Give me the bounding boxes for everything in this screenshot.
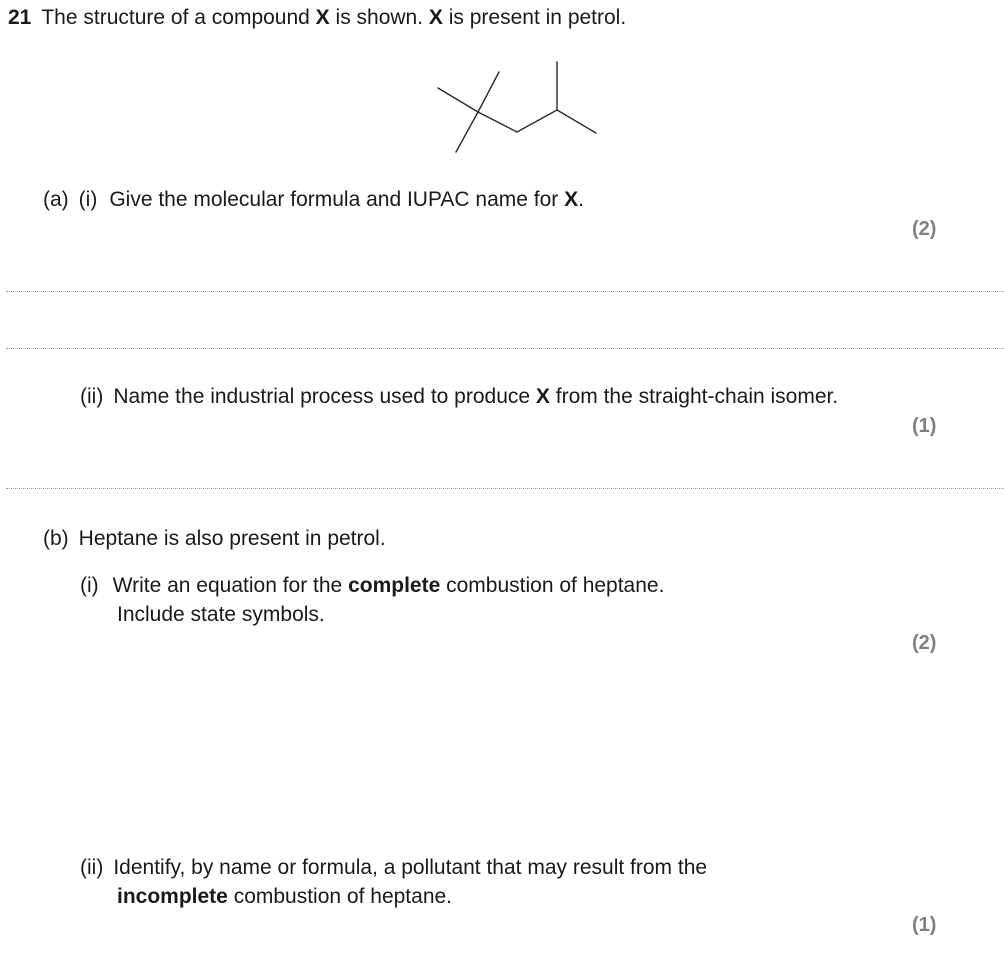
part-b-i-marks: (2) xyxy=(912,632,937,654)
intro-text-1: The structure of a compound xyxy=(41,6,316,29)
part-b-ii-marks: (1) xyxy=(912,914,937,936)
part-a-i-text-2: . xyxy=(578,188,584,211)
answer-line[interactable] xyxy=(6,291,1004,292)
part-a-ii-text-2: from the straight-chain isomer. xyxy=(549,385,839,408)
part-a-ii-text-1: Name the industrial process used to produce xyxy=(113,385,536,408)
part-b-i-text-1: Write an equation for the xyxy=(112,574,349,597)
answer-line[interactable] xyxy=(6,348,1004,349)
bond-chain-1 xyxy=(478,112,517,132)
part-a-i-marks: (2) xyxy=(912,218,937,240)
part-b-i-text-2: combustion of heptane. xyxy=(440,574,665,597)
part-b-ii-text-2: combustion of heptane. xyxy=(227,885,453,908)
part-a-ii-question xyxy=(80,385,838,409)
part-a-label: (a) xyxy=(43,188,69,211)
skeletal-structure-diagram xyxy=(430,55,610,160)
part-a-i-label: (i) xyxy=(78,188,98,211)
part-b-ii-text-1: Identify, by name or formula, a pollutant that may result from the xyxy=(113,856,708,879)
bond-methyl-right xyxy=(557,110,596,133)
part-a-i-bold-x: X xyxy=(564,188,579,211)
part-a-i-question xyxy=(43,188,584,212)
bond-methyl-left xyxy=(438,88,478,112)
part-a-ii-bold-x: X xyxy=(535,385,550,408)
answer-line[interactable] xyxy=(6,488,1004,489)
bond-chain-2 xyxy=(517,110,557,132)
part-b-i-label: (i) xyxy=(80,574,99,597)
intro-text-3: is present in petrol. xyxy=(442,6,627,29)
part-b-ii-bold-incomplete: incomplete xyxy=(117,885,228,908)
part-b-ii-label: (ii) xyxy=(80,856,104,879)
part-b-ii-line1 xyxy=(80,856,707,880)
part-a-i-text-1: Give the molecular formula and IUPAC name for xyxy=(109,188,565,211)
part-b-intro-text: Heptane is also present in petrol. xyxy=(78,527,386,550)
intro-bold-x-2: X xyxy=(428,6,443,29)
intro-bold-x-1: X xyxy=(315,6,330,29)
part-b-i-bold-complete: complete xyxy=(348,574,441,597)
bond-quaternary-lower xyxy=(456,112,478,152)
part-b-i-line2: Include state symbols. xyxy=(117,603,325,626)
question-number: 21 xyxy=(8,6,32,29)
part-b-i-question xyxy=(80,574,664,598)
part-b-intro xyxy=(43,527,386,551)
part-a-ii-label: (ii) xyxy=(80,385,104,408)
part-b-label: (b) xyxy=(43,527,69,550)
intro-text-2: is shown. xyxy=(329,6,429,29)
part-b-ii-line2 xyxy=(117,885,452,909)
bond-quaternary-upper xyxy=(478,72,499,112)
question-intro xyxy=(8,6,626,30)
part-a-ii-marks: (1) xyxy=(912,415,937,437)
